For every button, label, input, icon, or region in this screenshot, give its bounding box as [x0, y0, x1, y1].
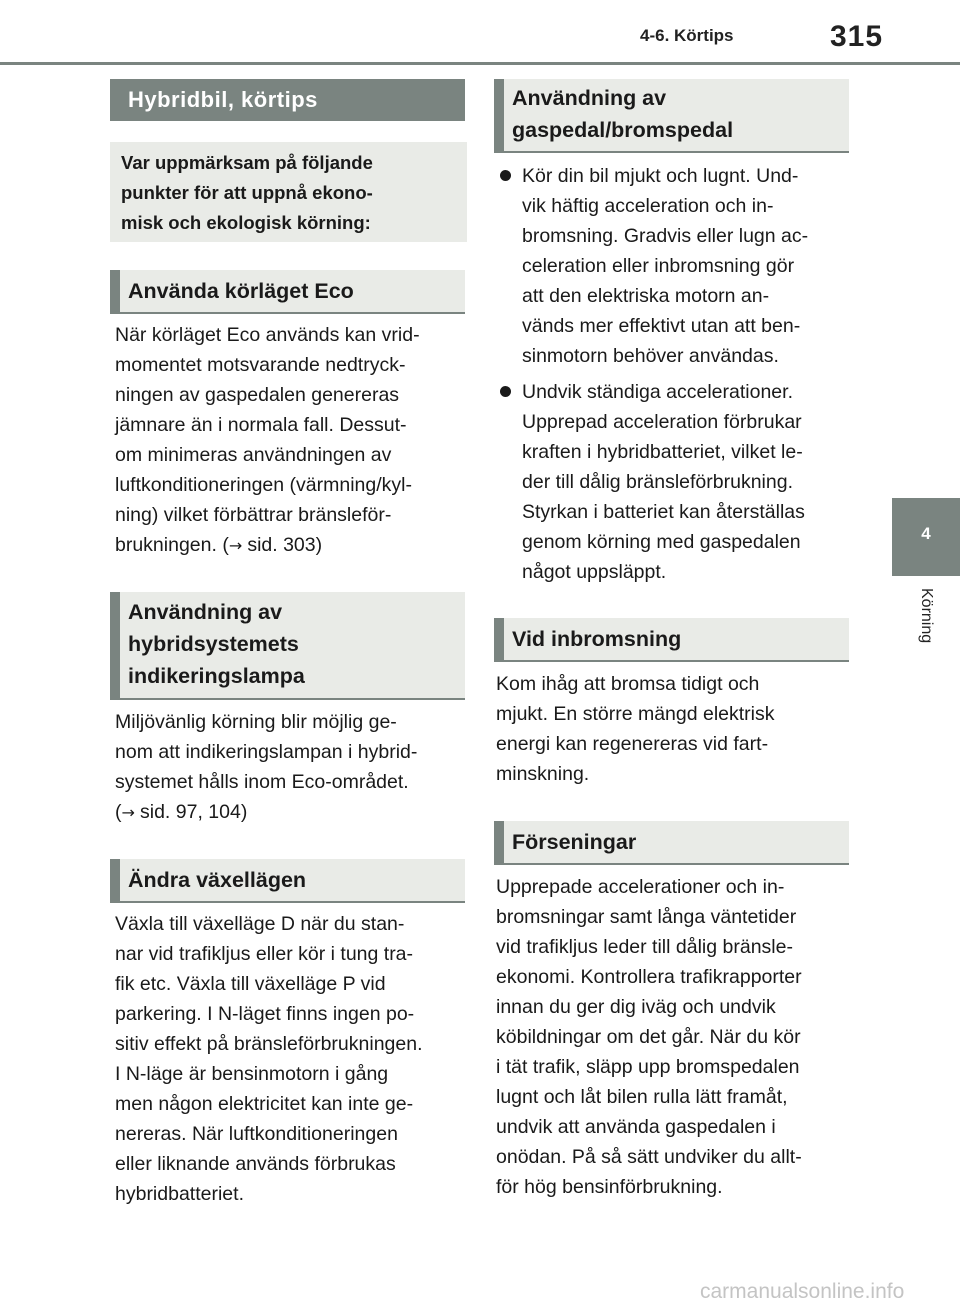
text-line: i tät trafik, släpp upp bromspedalen — [496, 1056, 800, 1078]
main-title: Hybridbil, körtips — [110, 79, 465, 121]
braking-paragraph — [496, 669, 775, 789]
intro-line: Var uppmärksam på följande — [121, 152, 373, 173]
text-line: sitiv effekt på bränsleförbrukningen. — [115, 1033, 423, 1055]
text-line: celeration eller inbromsning gör — [522, 255, 795, 277]
delays-paragraph — [496, 872, 802, 1202]
text-line: något uppsläppt. — [522, 561, 667, 583]
text-line: eller liknande används förbrukas — [115, 1153, 396, 1175]
text-line: momentet motsvarande nedtryck- — [115, 354, 406, 376]
text-line: hybridbatteriet. — [115, 1183, 244, 1205]
text-line: jämnare än i normala fall. Dessut- — [115, 414, 407, 436]
text-line: nar vid trafikljus eller kör i tung tra- — [115, 943, 414, 965]
gear-paragraph — [115, 909, 423, 1209]
text-line: kraften i hybridbatteriet, vilket le- — [522, 441, 803, 463]
text-line: ekonomi. Kontrollera trafikrapporter — [496, 966, 802, 988]
text-line: innan du ger dig iväg och undvik — [496, 996, 776, 1018]
text-line: onödan. På så sätt undviker du allt- — [496, 1146, 802, 1168]
bullet-icon — [500, 170, 511, 181]
text-line: Kom ihåg att bromsa tidigt och — [496, 673, 760, 695]
heading-line: Användning av — [128, 600, 283, 624]
page-reference[interactable]: sid. 303) — [247, 534, 323, 556]
braking-heading: Vid inbromsning — [494, 618, 849, 662]
indicator-paragraph — [115, 707, 417, 828]
section-title: 4-6. Körtips — [640, 26, 734, 45]
text-line: Upprepade accelerationer och in- — [496, 876, 785, 898]
pedal-bullet-list — [496, 161, 808, 593]
text-line: vik häftig acceleration och in- — [522, 195, 774, 217]
text-line: köbildningar om det går. När du kör — [496, 1026, 801, 1048]
text-line: I N-läge är bensinmotorn i gång — [115, 1063, 389, 1085]
text-line: luftkonditioneringen (värmning/kyl- — [115, 474, 412, 496]
text-line: lugnt och låt bilen rulla lätt framåt, — [496, 1086, 788, 1108]
delays-heading: Förseningar — [494, 821, 849, 865]
text-line: Upprepad acceleration förbrukar — [522, 411, 802, 433]
text-line: nom att indikeringslampan i hybrid- — [115, 741, 418, 763]
intro-line: punkter för att uppnå ekono- — [121, 182, 373, 203]
chapter-label-box — [892, 588, 960, 664]
arrow-icon: → — [228, 536, 248, 555]
indicator-heading — [110, 592, 465, 700]
text-line: Miljövänlig körning blir möjlig ge- — [115, 711, 397, 733]
text-line: När körläget Eco används kan vrid- — [115, 324, 420, 346]
text-line: der till dålig bränsleförbrukning. — [522, 471, 793, 493]
text-line: bromsningar samt långa väntetider — [496, 906, 797, 928]
text-line: Växla till växelläge D när du stan- — [115, 913, 405, 935]
bullet-icon — [500, 386, 511, 397]
heading-line: gaspedal/bromspedal — [512, 118, 734, 142]
eco-heading: Använda körläget Eco — [110, 270, 465, 314]
arrow-icon: → — [121, 803, 140, 822]
text-line: sinmotorn behöver användas. — [522, 345, 779, 367]
header-rule — [0, 62, 960, 65]
heading-line: Användning av — [512, 86, 667, 110]
list-item — [496, 161, 808, 371]
intro-box — [110, 142, 467, 242]
chapter-tab — [892, 498, 960, 576]
ref-prefix: ( — [115, 801, 122, 823]
text-line: minskning. — [496, 763, 590, 785]
text-line: vid trafikljus leder till dålig bränsle- — [496, 936, 793, 958]
page-number: 315 — [830, 20, 884, 53]
pedal-heading — [494, 79, 849, 153]
chapter-number: 4 — [921, 524, 931, 543]
text-line: för hög bensinförbrukning. — [496, 1176, 723, 1198]
text-line: om minimeras användningen av — [115, 444, 392, 466]
heading-line: hybridsystemets — [128, 632, 299, 656]
text-line: Undvik ständiga accelerationer. — [522, 381, 793, 403]
text-line: bromsning. Gradvis eller lugn ac- — [522, 225, 809, 247]
text-line: energi kan regenereras vid fart- — [496, 733, 769, 755]
text-line — [115, 797, 417, 828]
text-line: vänds mer effektivt utan att ben- — [522, 315, 801, 337]
heading-line: indikeringslampa — [128, 664, 305, 688]
text-line: Kör din bil mjukt och lugnt. Und- — [522, 165, 799, 187]
text-line: genom körning med gaspedalen — [522, 531, 801, 553]
text-line: Styrkan i batteriet kan återställas — [522, 501, 805, 523]
page-reference[interactable]: sid. 97, 104) — [140, 801, 248, 823]
chapter-label: Körning — [918, 588, 935, 644]
intro-line: misk och ekologisk körning: — [121, 212, 371, 233]
text-line — [115, 530, 420, 561]
list-item — [496, 377, 808, 587]
ref-prefix: brukningen. ( — [115, 534, 229, 556]
eco-paragraph — [115, 320, 420, 561]
text-line: undvik att använda gaspedalen i — [496, 1116, 776, 1138]
watermark: carmanualsonline.info — [700, 1280, 905, 1303]
text-line: parkering. I N-läget finns ingen po- — [115, 1003, 415, 1025]
text-line: systemet hålls inom Eco-området. — [115, 771, 409, 793]
gear-heading: Ändra växellägen — [110, 859, 465, 903]
text-line: ningen av gaspedalen genereras — [115, 384, 400, 406]
text-line: nereras. När luftkonditioneringen — [115, 1123, 398, 1145]
text-line: fik etc. Växla till växelläge P vid — [115, 973, 386, 995]
text-line: men någon elektricitet kan inte ge- — [115, 1093, 414, 1115]
text-line: mjukt. En större mängd elektrisk — [496, 703, 775, 725]
text-line: att den elektriska motorn an- — [522, 285, 770, 307]
text-line: ning) vilket förbättrar bränsleför- — [115, 504, 392, 526]
